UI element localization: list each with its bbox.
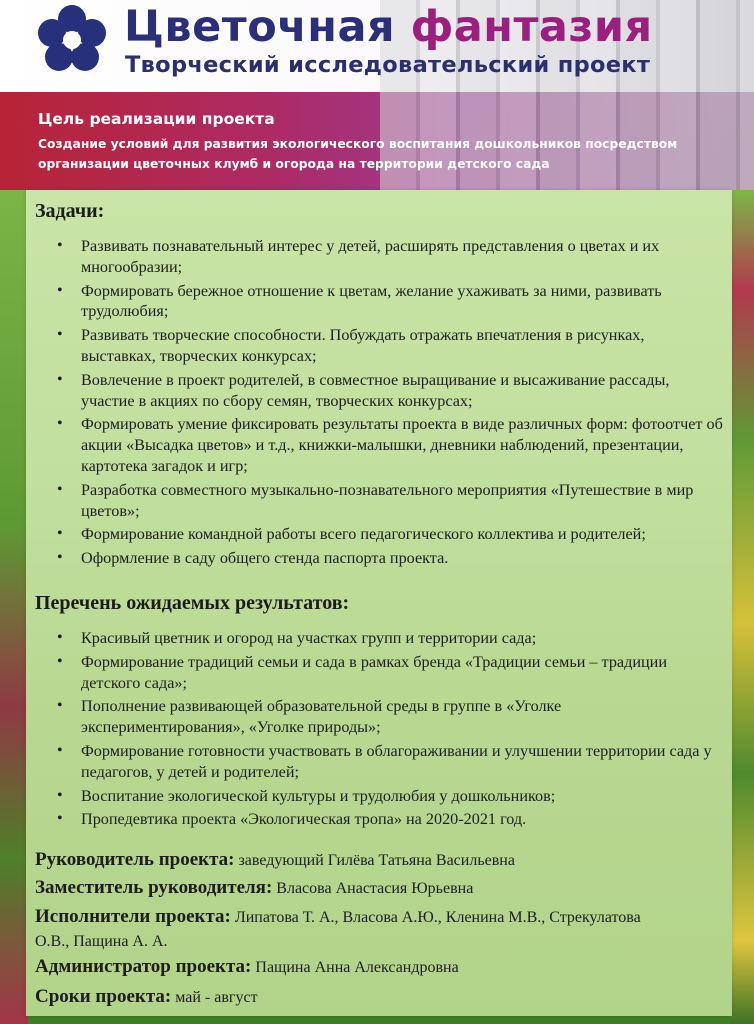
task-item: • Формирование командной работы всего педагогического коллектива и родителей; <box>55 524 723 545</box>
goal-text: Создание условий для развития экологического воспитания дошкольников посредством организации цветочных клумб и огорода на территории детского сада <box>38 137 678 171</box>
deputy-line <box>35 876 473 901</box>
result-item: • Воспитание экологической культуры и трудолюбия у дошкольников; <box>55 786 723 807</box>
tasks-list <box>55 236 723 572</box>
task-item: • Развивать познавательный интерес у детей, расширять представления о цветах и их многообразии; <box>55 236 723 278</box>
task-item: • Вовлечение в проект родителей, в совместное выращивание и высаживание рассады, участие в акциях по сбору семян, творческих конкурсах; <box>55 370 723 412</box>
admin-value: Пащина Анна Александровна <box>251 959 459 976</box>
goal-title: Цель реализации проекта <box>38 110 275 128</box>
deputy-label: Заместитель руководителя: <box>35 877 273 898</box>
task-item: • Формировать умение фиксировать результаты проекта в виде различных форм: фотоотчет об акции «Высадка цветов» и т.д., книжки-малышки, дневники наблюдений, презентации, картотека загадок и игр; <box>55 414 723 476</box>
result-item: • Формирование традиций семьи и сада в рамках бренда «Традиции семьи – традиции детского сада»; <box>55 652 723 694</box>
leader-value: заведующий Гилёва Татьяна Васильевна <box>234 852 515 869</box>
results-list <box>55 628 723 833</box>
results-heading: Перечень ожидаемых результатов: <box>35 592 350 614</box>
left-flowers-decoration <box>0 190 28 1024</box>
result-item: • Пополнение развивающей образовательной среды в группе в «Уголке экспериментирования», «Уголке природы»; <box>55 696 723 738</box>
title-part2: фантазия <box>410 2 653 52</box>
tasks-heading: Задачи: <box>35 200 105 222</box>
task-item: • Формировать бережное отношение к цветам, желание ухаживать за ними, развивать трудолюбия; <box>55 281 723 323</box>
page-subtitle: Творческий исследовательский проект <box>125 52 651 78</box>
performers-label: Исполнители проекта: <box>35 906 231 927</box>
deputy-value: Власова Анастасия Юрьевна <box>272 880 474 897</box>
task-item: • Разработка совместного музыкально-познавательного мероприятия «Путешествие в мир цветов»; <box>55 480 723 522</box>
terms-label: Сроки проекта: <box>35 986 172 1007</box>
admin-line <box>35 955 459 980</box>
result-item: • Пропедевтика проекта «Экологическая тропа» на 2020-2021 год. <box>55 809 723 830</box>
page-title <box>124 2 653 52</box>
right-flowers-decoration <box>730 190 754 1024</box>
result-item: • Формирование готовности участвовать в облагораживании и улучшении территории сада у педагогов, у детей и родителей; <box>55 741 723 783</box>
performers-value: Липатова Т. А., Власова А.Ю., Кленина М.В., Стрекулатова О.В., Пащина А. А. <box>35 909 641 950</box>
leader-label: Руководитель проекта: <box>35 849 235 870</box>
leader-line <box>35 848 515 873</box>
performers-line <box>35 905 675 954</box>
terms-line <box>35 985 258 1010</box>
title-part1: Цветочная <box>124 2 396 52</box>
flower-logo-icon <box>36 4 108 76</box>
task-item: • Развивать творческие способности. Побуждать отражать впечатления в рисунках, выставках, творческих конкурсах; <box>55 325 723 367</box>
task-item: • Оформление в саду общего стенда паспорта проекта. <box>55 548 723 569</box>
result-item: • Красивый цветник и огород на участках групп и территории сада; <box>55 628 723 649</box>
admin-label: Администратор проекта: <box>35 956 252 977</box>
terms-value: май - август <box>171 989 258 1006</box>
